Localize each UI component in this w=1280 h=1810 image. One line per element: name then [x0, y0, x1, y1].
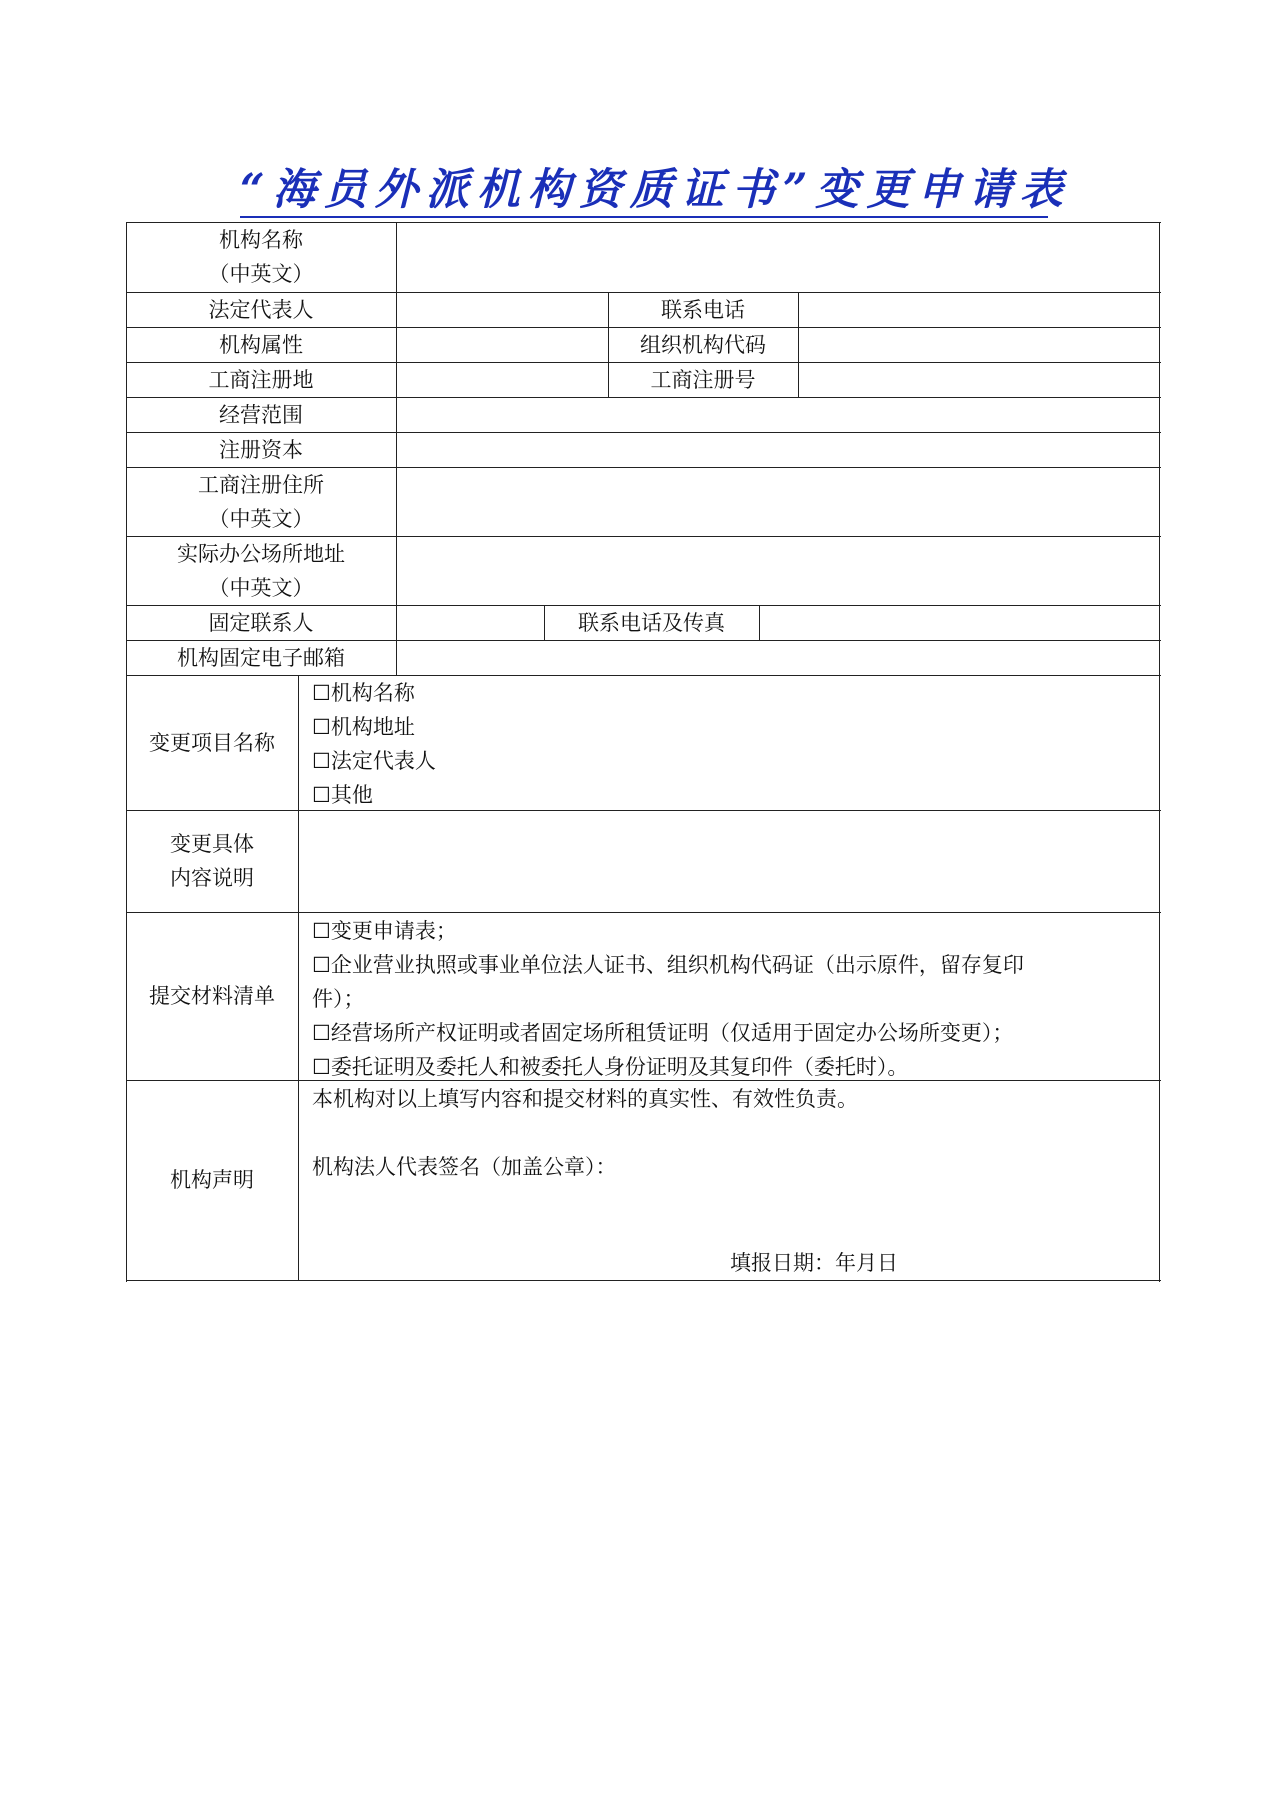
org-attr-label: 机构属性 [219, 332, 303, 357]
reg-address-field[interactable] [398, 469, 1158, 535]
column-divider [298, 675, 299, 1281]
org-name-field[interactable] [398, 224, 1158, 291]
table-border-bottom [126, 1280, 1161, 1281]
phone-fax-field[interactable] [761, 607, 1158, 639]
declaration-label: 机构声明 [170, 1168, 254, 1192]
material-business-license-continued: 件）； [312, 987, 365, 1011]
contact-phone-label: 联系电话 [661, 297, 745, 322]
office-address-label-cell [126, 536, 396, 605]
date-label: 填报日期：年月日 [730, 1251, 898, 1275]
material-application-form-checkbox[interactable]: ☐变更申请表； [312, 919, 457, 943]
org-name-note: （中英文） [208, 262, 314, 286]
fixed-contact-field[interactable] [398, 607, 543, 639]
material-business-license-checkbox[interactable]: ☐企业营业执照或事业单位法人证书、组织机构代码证（出示原件，留存复印 [312, 953, 1024, 977]
declaration-text: 本机构对以上填写内容和提交材料的真实性、有效性负责。 [312, 1087, 858, 1111]
option-org-name-checkbox[interactable]: ☐机构名称 [312, 681, 415, 705]
phone-fax-label: 联系电话及传真 [578, 610, 725, 635]
reg-address-note: （中英文） [208, 506, 314, 531]
materials-list [312, 914, 1024, 1084]
legal-rep-field[interactable] [398, 294, 606, 326]
option-other-checkbox[interactable]: ☐其他 [312, 783, 373, 807]
office-address-note: （中英文） [208, 575, 314, 600]
signature-label: 机构法人代表签名（加盖公章）： [312, 1155, 617, 1179]
reg-place-label: 工商注册地 [208, 367, 314, 392]
reg-no-label: 工商注册号 [650, 367, 756, 392]
materials-label: 提交材料清单 [149, 984, 275, 1008]
business-scope-field[interactable] [398, 399, 1158, 431]
change-detail-label-line1: 变更具体 [170, 832, 254, 856]
org-email-field[interactable] [398, 642, 1158, 674]
org-name-label: 机构名称 [219, 228, 303, 252]
org-email-label: 机构固定电子邮箱 [177, 645, 345, 670]
change-detail-label-line2: 内容说明 [170, 866, 254, 890]
reg-place-field[interactable] [398, 364, 606, 396]
reg-address-label: 工商注册住所 [198, 472, 324, 497]
reg-no-field[interactable] [800, 364, 1158, 396]
table-border-right [1159, 222, 1160, 1282]
office-address-field[interactable] [398, 538, 1158, 604]
application-form-table [126, 222, 1161, 1282]
legal-rep-label: 法定代表人 [208, 297, 314, 322]
contact-phone-field[interactable] [800, 294, 1158, 326]
org-attr-field[interactable] [398, 329, 606, 361]
change-items-label: 变更项目名称 [149, 730, 275, 755]
reg-capital-label: 注册资本 [219, 437, 303, 462]
change-options-list [312, 676, 436, 812]
org-code-label: 组织机构代码 [640, 332, 766, 357]
org-name-label-cell [126, 222, 396, 292]
form-title: “海员外派机构资质证书”变更申请表 [240, 164, 1048, 218]
change-detail-label-cell [126, 810, 298, 912]
fixed-contact-label: 固定联系人 [208, 610, 314, 635]
office-address-label: 实际办公场所地址 [177, 541, 345, 566]
reg-address-label-cell [126, 467, 396, 536]
reg-capital-field[interactable] [398, 434, 1158, 466]
change-detail-field[interactable] [300, 812, 1158, 911]
option-legal-rep-checkbox[interactable]: ☐法定代表人 [312, 749, 436, 773]
option-org-address-checkbox[interactable]: ☐机构地址 [312, 715, 415, 739]
business-scope-label: 经营范围 [219, 402, 303, 427]
org-code-field[interactable] [800, 329, 1158, 361]
material-authorization-checkbox[interactable]: ☐委托证明及委托人和被委托人身份证明及其复印件（委托时）。 [312, 1055, 909, 1079]
material-property-proof-checkbox[interactable]: ☐经营场所产权证明或者固定场所租赁证明（仅适用于固定办公场所变更）； [312, 1021, 1014, 1045]
